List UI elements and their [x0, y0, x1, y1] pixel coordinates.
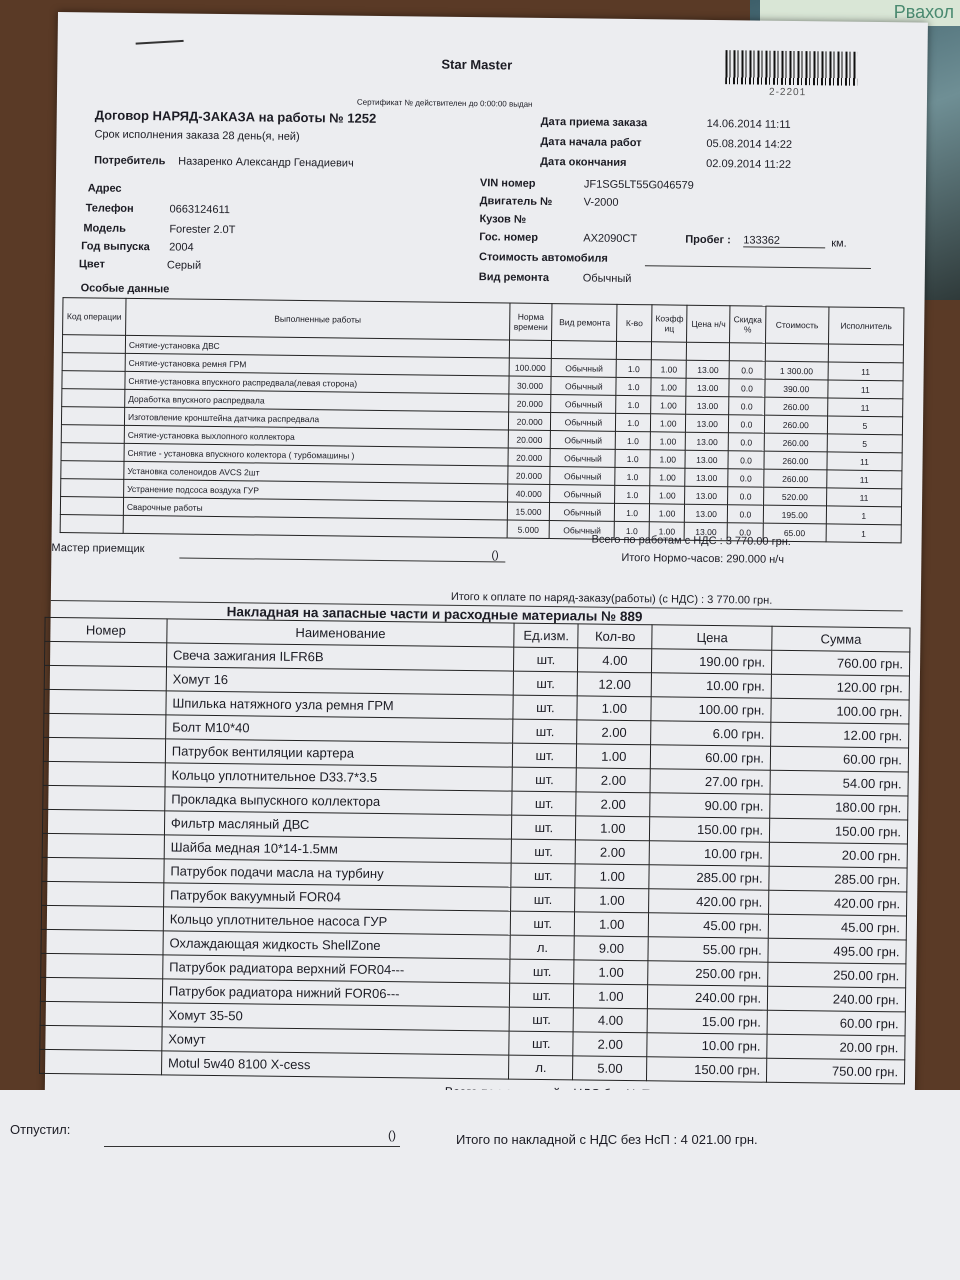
brand-name: Star Master	[441, 56, 513, 73]
car-cost-label: Стоимость автомобиля	[478, 251, 608, 265]
works-cell-exec: 11	[827, 452, 902, 471]
color-value: Серый	[166, 259, 202, 272]
works-cell-norm: 20.000	[508, 412, 551, 431]
parts-cell-price: 45.00 грн.	[649, 913, 769, 938]
parts-cell-qty: 1.00	[575, 864, 649, 889]
works-cell-type: Обычный	[551, 395, 616, 414]
works-cell-cost: 260.00	[764, 415, 827, 434]
works-cell-name: Снятие-установка ДВС	[125, 335, 509, 358]
parts-cell-price: 10.00 грн.	[647, 1033, 767, 1058]
works-cell-disc: 0.0	[727, 505, 763, 523]
works-cell-price	[687, 342, 730, 361]
parts-cell-unit: л.	[510, 935, 574, 960]
parts-cell-num	[43, 785, 165, 810]
works-body	[60, 335, 903, 543]
parts-cell-price: 285.00 грн.	[649, 865, 769, 890]
parts-cell-qty: 4.00	[578, 648, 652, 673]
works-cell-price: 13.00	[685, 450, 728, 469]
document-page	[43, 12, 928, 1279]
parts-cell-sum: 495.00 грн.	[768, 938, 906, 964]
works-cell-type	[552, 341, 617, 360]
released-paren: ()	[388, 1128, 396, 1142]
term-line: Срок исполнения заказа 28 день(я, ней)	[94, 128, 300, 143]
color-label: Цвет	[78, 258, 106, 271]
parts-cell-name: Хомут	[162, 1027, 510, 1055]
works-cell-norm: 5.000	[507, 520, 550, 539]
parts-cell-name: Шайба медная 10*14-1.5мм	[164, 835, 512, 863]
parts-cell-name: Хомут 35-50	[162, 1003, 510, 1031]
parts-cell-sum: 20.00 грн.	[767, 1034, 905, 1060]
parts-cell-unit: шт.	[512, 839, 576, 864]
parts-cell-name: Патрубок вентиляции картера	[165, 739, 513, 767]
parts-cell-unit: шт.	[512, 791, 576, 816]
works-header-cell: Вид ремонта	[552, 304, 617, 342]
works-cell-name: Сварочные работы	[123, 497, 507, 520]
parts-cell-unit: шт.	[514, 647, 578, 672]
parts-cell-qty: 2.00	[577, 720, 651, 745]
works-cell-coef: 1.00	[649, 522, 685, 540]
works-header-cell: Норма времени	[509, 303, 552, 341]
works-cell-cost: 390.00	[765, 379, 828, 398]
phone-value: 0663124611	[169, 203, 231, 217]
parts-cell-price: 10.00 грн.	[651, 673, 771, 698]
works-table	[60, 297, 905, 543]
pay-total: Итого к оплате по наряд-заказу(работы) (с НДС) : 3 770.00 грн.	[450, 590, 773, 607]
works-cell-exec: 11	[827, 470, 902, 489]
works-cell-qty: 1.0	[615, 449, 650, 467]
parts-cell-sum: 54.00 грн.	[770, 770, 908, 796]
works-cell-type: Обычный	[550, 449, 615, 468]
end-label: Дата окончания	[540, 155, 627, 169]
parts-cell-unit: шт.	[510, 983, 574, 1008]
works-cell-cost: 520.00	[763, 487, 826, 506]
plate-label: Гос. номер	[479, 231, 539, 244]
works-cell-norm: 20.000	[508, 448, 551, 467]
norm-hours-value: 290.000 н/ч	[726, 553, 785, 566]
works-cell-exec: 11	[826, 488, 901, 507]
works-cell-coef: 1.00	[651, 396, 687, 414]
works-cell-exec: 11	[827, 398, 902, 417]
works-cell-exec: 11	[828, 362, 903, 381]
works-cell-name: Доработка впускного распредвала	[125, 389, 509, 412]
parts-cell-qty: 1.00	[575, 912, 649, 937]
parts-cell-price: 60.00 грн.	[651, 745, 771, 770]
works-cell-cost: 260.00	[764, 451, 827, 470]
parts-cell-sum: 750.00 грн.	[767, 1058, 905, 1084]
parts-cell-sum: 180.00 грн.	[770, 794, 908, 820]
year-label: Год выпуска	[81, 240, 150, 254]
works-cell-type: Обычный	[551, 431, 616, 450]
works-cell-qty: 1.0	[615, 521, 650, 539]
special-data-label: Особые данные	[80, 282, 170, 296]
works-cell-norm: 30.000	[509, 376, 552, 395]
works-cell-price: 13.00	[686, 432, 729, 451]
works-cell-cost: 65.00	[763, 523, 826, 542]
document-page-lower	[0, 1090, 960, 1280]
parts-body	[40, 641, 910, 1084]
parts-cell-price: 90.00 грн.	[650, 793, 770, 818]
parts-cell-price: 15.00 грн.	[647, 1009, 767, 1034]
works-cell-coef: 1.00	[651, 378, 687, 396]
parts-header-cell: Кол-во	[578, 624, 652, 649]
mileage-label: Пробег :	[685, 233, 731, 247]
mileage-unit: км.	[831, 237, 847, 250]
works-cell-qty: 1.0	[616, 395, 651, 413]
works-cell-name: Снятие-установка ремня ГРМ	[125, 353, 509, 376]
works-cell-qty: 1.0	[616, 431, 651, 449]
vin-value: JF1SG5LT55G046579	[583, 178, 694, 192]
works-cell-price: 13.00	[685, 486, 728, 505]
works-header-cell: Код операции	[63, 298, 126, 336]
parts-cell-name: Охлаждающая жидкость ShellZone	[163, 931, 511, 959]
parts-cell-sum: 420.00 грн.	[769, 890, 907, 916]
parts-title-text: Накладная на запасные части и расходные материалы №	[226, 604, 617, 624]
works-cell-coef	[651, 342, 687, 360]
norm-hours-label: Итого Нормо-часов:	[621, 551, 724, 566]
parts-cell-unit: шт.	[511, 911, 575, 936]
works-cell-coef: 1.00	[650, 468, 686, 486]
parts-cell-price: 250.00 грн.	[648, 961, 768, 986]
parts-cell-qty: 12.00	[578, 672, 652, 697]
parts-cell-qty: 1.00	[577, 744, 651, 769]
parts-cell-sum: 45.00 грн.	[768, 914, 906, 940]
works-cell-qty	[617, 341, 652, 359]
parts-cell-name: Хомут 16	[166, 667, 514, 695]
received-label: Дата приема заказа	[540, 115, 648, 130]
parts-cell-num	[44, 665, 166, 690]
title-text: Договор НАРЯД-ЗАКАЗА на работы №	[94, 107, 344, 126]
parts-cell-qty: 1.00	[575, 888, 649, 913]
works-cell-code	[61, 425, 124, 444]
parts-cell-price: 27.00 грн.	[650, 769, 770, 794]
parts-grand-total: Итого по накладной с НДС без НсП : 4 021.00 грн.	[456, 1132, 758, 1147]
parts-cell-name: Фильтр масляный ДВС	[164, 811, 512, 839]
parts-cell-price: 150.00 грн.	[647, 1057, 767, 1082]
parts-cell-name: Патрубок вакуумный FOR04	[163, 883, 511, 911]
parts-cell-qty: 1.00	[574, 960, 648, 985]
works-cell-code	[61, 479, 124, 498]
parts-cell-qty: 2.00	[576, 792, 650, 817]
works-cell-code	[61, 443, 124, 462]
works-cell-type: Обычный	[550, 503, 615, 522]
mileage-value: 133362	[743, 234, 825, 248]
works-cell-name: Снятие-установка впускного распредвала(левая сторона)	[125, 371, 509, 394]
works-header-cell: Исполнитель	[828, 307, 904, 345]
car-cost-line	[645, 265, 871, 269]
works-cell-coef: 1.00	[649, 486, 685, 504]
parts-cell-num	[41, 953, 163, 978]
works-cell-code	[61, 461, 124, 480]
works-cell-type: Обычный	[552, 359, 617, 378]
works-cell-qty: 1.0	[616, 377, 651, 395]
parts-cell-price: 6.00 грн.	[651, 721, 771, 746]
master-signature-line	[179, 558, 505, 563]
parts-cell-qty: 1.00	[576, 816, 650, 841]
works-cell-disc: 0.0	[728, 469, 764, 487]
parts-cell-name: Свеча зажигания ILFR6B	[166, 643, 514, 671]
parts-cell-qty: 2.00	[575, 840, 649, 865]
works-cell-price: 13.00	[685, 504, 728, 523]
works-cell-code	[60, 497, 123, 516]
parts-cell-qty: 5.00	[573, 1056, 647, 1081]
parts-cell-unit: шт.	[513, 695, 577, 720]
works-cell-qty: 1.0	[615, 503, 650, 521]
works-cell-exec: 11	[828, 380, 903, 399]
works-cell-exec: 1	[826, 524, 901, 543]
master-label: Мастер приемщик	[51, 541, 145, 556]
works-cell-disc: 0.0	[729, 361, 765, 379]
parts-cell-unit: шт.	[512, 767, 576, 792]
phone-label: Телефон	[85, 202, 134, 215]
parts-cell-unit: шт.	[511, 887, 575, 912]
engine-label: Двигатель №	[479, 195, 553, 209]
works-cell-name: Устранение подсоса воздуха ГУР	[124, 479, 508, 502]
parts-cell-price: 150.00 грн.	[650, 817, 770, 842]
parts-cell-sum: 60.00 грн.	[767, 1010, 905, 1036]
parts-cell-name: Патрубок подачи масла на турбину	[164, 859, 512, 887]
works-cell-name: Установка соленоидов AVCS 2шт	[124, 461, 508, 484]
parts-cell-num	[42, 881, 164, 906]
parts-cell-num	[40, 1025, 162, 1050]
parts-cell-sum: 12.00 грн.	[771, 722, 909, 748]
works-total-label: Всего по работам с НДС :	[591, 533, 723, 548]
norm-hours-total	[621, 552, 784, 566]
parts-cell-num	[43, 737, 165, 762]
works-cell-name	[123, 515, 507, 538]
parts-cell-num	[42, 833, 164, 858]
works-cell-disc: 0.0	[728, 433, 764, 451]
start-value: 05.08.2014 14:22	[706, 137, 793, 151]
barcode-number: 2-2201	[769, 86, 807, 99]
works-cell-cost: 260.00	[764, 469, 827, 488]
body-label: Кузов №	[479, 213, 527, 226]
works-cell-norm: 15.000	[507, 502, 550, 521]
background-tag-text: Рвахол	[893, 2, 954, 22]
repair-type-label: Вид ремонта	[478, 271, 550, 285]
parts-cell-price: 10.00 грн.	[649, 841, 769, 866]
works-cell-disc: 0.0	[728, 487, 764, 505]
parts-header-cell: Номер	[45, 617, 167, 642]
works-cell-price: 13.00	[685, 468, 728, 487]
plate-value: AX2090CT	[583, 232, 638, 246]
works-cell-cost: 260.00	[764, 433, 827, 452]
parts-cell-unit: шт.	[509, 1007, 573, 1032]
works-cell-norm	[509, 340, 552, 359]
works-header-cell: Выполненные работы	[126, 298, 510, 340]
works-cell-exec: 1	[826, 506, 901, 525]
parts-cell-name: Кольцо уплотнительное D33.7*3.5	[165, 763, 513, 791]
works-cell-code	[62, 353, 125, 372]
parts-cell-qty: 2.00	[576, 768, 650, 793]
works-cell-qty: 1.0	[616, 359, 651, 377]
order-number: 1252	[347, 110, 377, 126]
parts-cell-num	[42, 809, 164, 834]
end-value: 02.09.2014 11:22	[706, 157, 792, 171]
parts-cell-unit: шт.	[514, 671, 578, 696]
works-cell-cost: 260.00	[764, 397, 827, 416]
parts-cell-num	[42, 857, 164, 882]
works-cell-coef: 1.00	[651, 360, 687, 378]
year-value: 2004	[169, 241, 194, 254]
parts-number: 889	[619, 608, 643, 625]
works-cell-disc: 0.0	[727, 523, 763, 541]
works-cell-name: Снятие-установка выхлопного коллектора	[124, 425, 508, 448]
parts-cell-sum: 760.00 грн.	[772, 650, 910, 676]
works-cell-norm: 40.000	[507, 484, 550, 503]
parts-cell-sum: 285.00 грн.	[769, 866, 907, 892]
works-cell-coef: 1.00	[650, 414, 686, 432]
released-label: Отпустил:	[10, 1122, 71, 1137]
works-cell-disc: 0.0	[729, 379, 765, 397]
works-header-cell: Стоимость	[765, 306, 828, 344]
parts-cell-unit: шт.	[513, 743, 577, 768]
parts-cell-sum: 20.00 грн.	[769, 842, 907, 868]
parts-cell-price: 190.00 грн.	[652, 649, 772, 674]
parts-cell-price: 240.00 грн.	[648, 985, 768, 1010]
works-cell-type: Обычный	[551, 377, 616, 396]
parts-cell-name: Патрубок радиатора нижний FOR06---	[162, 979, 510, 1007]
works-cell-cost: 195.00	[763, 505, 826, 524]
parts-cell-qty: 1.00	[577, 696, 651, 721]
works-cell-disc: 0.0	[728, 451, 764, 469]
certificate-line: Сертификат № действителен до 0:00:00 выдан	[356, 97, 533, 109]
works-cell-name: Изготовление кронштейна датчика распредвала	[124, 407, 508, 430]
works-header-cell: Коэфф иц	[651, 305, 687, 342]
parts-cell-sum: 60.00 грн.	[770, 746, 908, 772]
works-cell-disc: 0.0	[729, 415, 765, 433]
pen-mark	[136, 40, 184, 45]
parts-cell-name: Болт M10*40	[165, 715, 513, 743]
works-cell-norm: 100.000	[509, 358, 552, 377]
works-cell-coef: 1.00	[649, 504, 685, 522]
works-cell-price: 13.00	[686, 378, 729, 397]
works-cell-norm: 20.000	[508, 430, 551, 449]
works-total	[592, 534, 791, 548]
works-cell-coef: 1.00	[650, 450, 686, 468]
engine-value: V-2000	[583, 196, 619, 209]
consumer-value: Назаренко Александр Генадиевич	[178, 155, 354, 170]
works-cell-name: Снятие - установка впускного колектора ( турбомашины )	[124, 443, 508, 466]
works-cell-code	[61, 407, 124, 426]
parts-cell-num	[40, 1049, 162, 1074]
parts-cell-qty: 2.00	[573, 1032, 647, 1057]
works-cell-coef: 1.00	[650, 432, 686, 450]
works-cell-cost	[765, 343, 828, 362]
master-paren: ()	[491, 549, 499, 562]
works-cell-type: Обычный	[550, 521, 615, 540]
start-label: Дата начала работ	[540, 135, 642, 150]
parts-cell-num	[41, 929, 163, 954]
parts-cell-name: Патрубок радиатора верхний FOR04---	[163, 955, 511, 983]
parts-cell-num	[40, 977, 162, 1002]
parts-cell-unit: шт.	[512, 815, 576, 840]
works-cell-cost: 1 300.00	[765, 361, 828, 380]
address-label: Адрес	[87, 182, 122, 195]
consumer-label: Потребитель	[94, 154, 166, 168]
works-cell-price: 13.00	[685, 522, 728, 541]
parts-cell-num	[44, 689, 166, 714]
parts-cell-num	[43, 761, 165, 786]
works-cell-exec	[828, 344, 903, 363]
works-cell-exec: 5	[827, 434, 902, 453]
parts-cell-name: Кольцо уплотнительное насоса ГУР	[163, 907, 511, 935]
works-cell-type: Обычный	[550, 467, 615, 486]
parts-cell-sum: 250.00 грн.	[768, 962, 906, 988]
works-cell-disc	[729, 343, 765, 361]
works-cell-disc: 0.0	[729, 397, 765, 415]
works-cell-norm: 20.000	[508, 466, 551, 485]
works-cell-type: Обычный	[550, 485, 615, 504]
works-cell-qty: 1.0	[616, 413, 651, 431]
parts-cell-name: Прокладка выпускного коллектора	[165, 787, 513, 815]
parts-header-cell: Сумма	[772, 626, 910, 652]
released-signature-line	[104, 1146, 400, 1147]
parts-cell-name: Motul 5w40 8100 X-cess	[161, 1051, 509, 1079]
works-cell-price: 13.00	[687, 360, 730, 379]
parts-cell-num	[41, 905, 163, 930]
parts-cell-num	[40, 1001, 162, 1026]
model-value: Forester 2.0T	[169, 223, 236, 237]
works-total-value: 3 770.00 грн.	[725, 535, 791, 548]
works-cell-norm: 20.000	[508, 394, 551, 413]
parts-cell-price: 420.00 грн.	[649, 889, 769, 914]
works-cell-exec: 5	[827, 416, 902, 435]
parts-cell-unit: л.	[509, 1055, 573, 1080]
parts-cell-unit: шт.	[513, 719, 577, 744]
parts-header-cell: Ед.изм.	[514, 623, 578, 648]
works-cell-qty: 1.0	[615, 467, 650, 485]
parts-cell-sum: 240.00 грн.	[768, 986, 906, 1012]
works-cell-type: Обычный	[551, 413, 616, 432]
works-cell-qty: 1.0	[615, 485, 650, 503]
received-value: 14.06.2014 11:11	[706, 117, 791, 131]
parts-cell-name: Шпилька натяжного узла ремня ГРМ	[166, 691, 514, 719]
parts-cell-price: 100.00 грн.	[651, 697, 771, 722]
parts-cell-sum: 150.00 грн.	[770, 818, 908, 844]
parts-cell-qty: 1.00	[574, 984, 648, 1009]
works-header-cell: Цена н/ч	[687, 305, 730, 343]
barcode	[725, 50, 857, 86]
parts-cell-num	[45, 641, 167, 666]
works-header-cell: К-во	[617, 304, 652, 341]
parts-cell-unit: шт.	[509, 1031, 573, 1056]
document-title	[95, 107, 377, 125]
works-cell-price: 13.00	[686, 414, 729, 433]
repair-type-value: Обычный	[582, 272, 632, 286]
parts-cell-qty: 9.00	[574, 936, 648, 961]
works-cell-code	[62, 335, 125, 354]
parts-cell-sum: 120.00 грн.	[771, 674, 909, 700]
parts-cell-sum: 100.00 грн.	[771, 698, 909, 724]
parts-header-cell: Наименование	[167, 619, 515, 647]
parts-cell-num	[44, 713, 166, 738]
model-label: Модель	[83, 222, 127, 235]
parts-table	[39, 617, 911, 1085]
parts-cell-unit: шт.	[510, 959, 574, 984]
parts-cell-price: 55.00 грн.	[648, 937, 768, 962]
parts-cell-qty: 4.00	[573, 1008, 647, 1033]
works-cell-code	[60, 515, 123, 534]
works-cell-code	[62, 371, 125, 390]
works-cell-price: 13.00	[686, 396, 729, 415]
works-cell-code	[62, 389, 125, 408]
works-header-cell: Скидка %	[730, 306, 766, 343]
parts-header-cell: Цена	[652, 625, 772, 650]
parts-cell-unit: шт.	[511, 863, 575, 888]
vin-label: VIN номер	[479, 177, 536, 190]
